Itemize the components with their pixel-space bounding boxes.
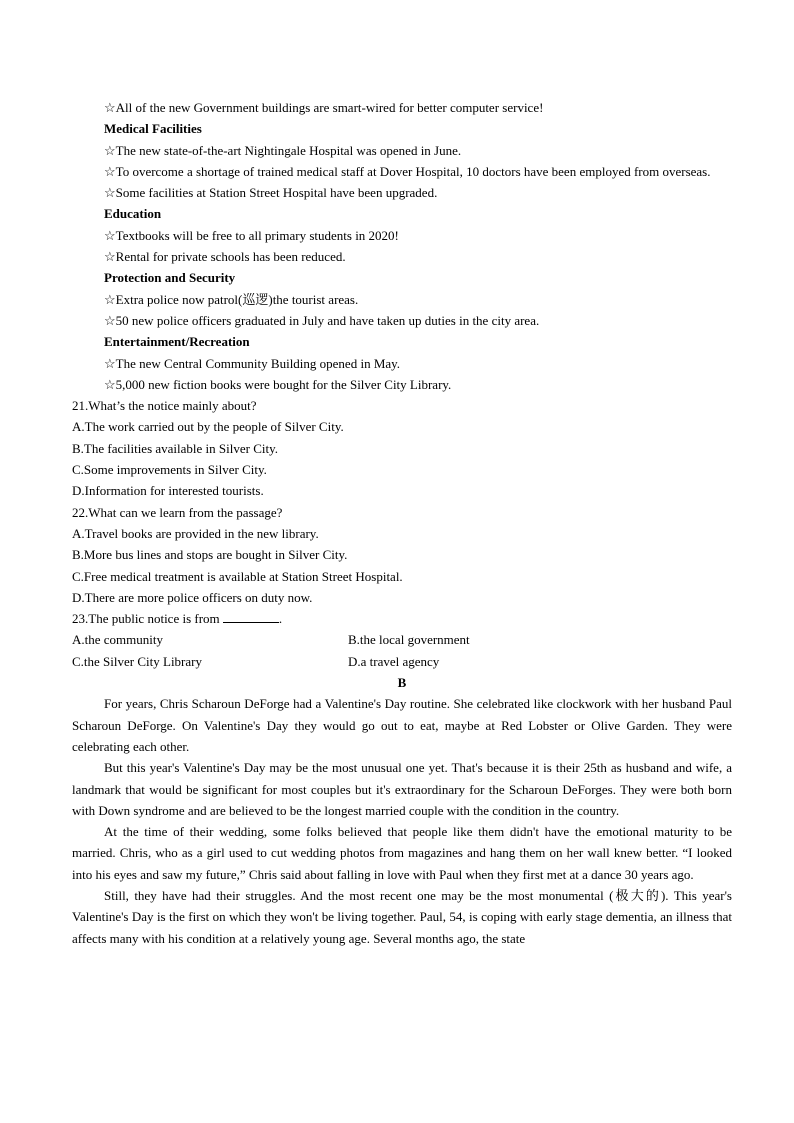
- question-22-option-a: A.Travel books are provided in the new library.: [72, 525, 319, 541]
- question-23-option-c: C.the Silver City Library: [72, 653, 202, 669]
- question-23-options-row-1: [72, 629, 732, 650]
- section-heading-medical: Medical Facilities: [104, 121, 202, 137]
- section-heading-education: Education: [104, 206, 162, 222]
- notice-item: ☆The new Central Community Building opened in May.: [104, 355, 401, 371]
- question-21-option-c: C.Some improvements in Silver City.: [72, 462, 267, 478]
- notice-item: ☆To overcome a shortage of trained medical staff at Dover Hospital, 10 doctors have been employed from overseas.: [104, 163, 711, 179]
- question-22-option-d: D.There are more police officers on duty now.: [72, 589, 313, 605]
- question-23-option-d: D.a travel agency: [348, 653, 440, 669]
- question-23-option-b: B.the local government: [348, 632, 470, 648]
- question-23-stem: [72, 608, 732, 629]
- notice-item: ☆The new state-of-the-art Nightingale Hospital was opened in June.: [104, 142, 462, 158]
- notice-item: ☆All of the new Government buildings are smart-wired for better computer service!: [104, 100, 544, 115]
- question-21-option-a: A.The work carried out by the people of Silver City.: [72, 419, 344, 435]
- question-21-option-b: B.The facilities available in Silver City.: [72, 440, 279, 456]
- question-23-options-row-2: [72, 651, 732, 672]
- question-22-option-b: B.More bus lines and stops are bought in Silver City.: [72, 547, 348, 563]
- notice-item: ☆Textbooks will be free to all primary students in 2020!: [104, 227, 399, 243]
- document-content: [72, 97, 732, 949]
- notice-item: ☆Rental for private schools has been reduced.: [104, 249, 346, 265]
- question-22-option-c: C.Free medical treatment is available at Station Street Hospital.: [72, 568, 403, 584]
- passage-b-paragraph-1: For years, Chris Scharoun DeForge had a Valentine's Day routine. She celebrated like clockwork with her husband Paul Scharoun DeForge. On Valentine's Day they would go out to eat, maybe at Red Lobster or Olive Garden. They were celebrating each other.: [72, 696, 732, 754]
- answer-blank: [223, 610, 279, 623]
- question-22-stem: 22.What can we learn from the passage?: [72, 504, 283, 520]
- notice-item: ☆Extra police now patrol(巡逻)the tourist areas.: [104, 291, 359, 307]
- section-heading-security: Protection and Security: [104, 270, 236, 286]
- passage-b-paragraph-4: Still, they have had their struggles. And the most recent one may be the most monumental (极大的). This year's Valentine's Day is the first on which they won't be living together. Paul, 54, is coping with early stage dementia, an illness that affects many with his condition at a relatively young age. Several months ago, the state: [72, 887, 732, 946]
- notice-item: ☆50 new police officers graduated in July and have taken up duties in the city area.: [104, 312, 540, 328]
- passage-b-paragraph-3: At the time of their wedding, some folks believed that people like them didn't have the emotional maturity to be married. Chris, who as a girl used to cut wedding photos from magazines and hang them on her wall knew better. “I looked into his eyes and saw my future,” Chris said about falling in love with Paul when they first met at a dance 30 years ago.: [72, 824, 732, 882]
- notice-item: ☆Some facilities at Station Street Hospital have been upgraded.: [104, 185, 438, 201]
- question-21-stem: 21.What’s the notice mainly about?: [72, 398, 257, 414]
- passage-b-label: B: [397, 675, 407, 691]
- section-heading-entertainment: Entertainment/Recreation: [104, 334, 250, 350]
- question-21-option-d: D.Information for interested tourists.: [72, 483, 264, 499]
- passage-b-paragraph-2: But this year's Valentine's Day may be the most unusual one yet. That's because it is their 25th as husband and wife, a landmark that would be significant for most couples but it's extraordinary for the Scharoun DeForges. They were both born with Down syndrome and are believed to be the longest married couple with the condition in the country.: [72, 760, 732, 818]
- question-23-stem-text: 23.The public notice is from: [72, 611, 223, 627]
- notice-item: ☆5,000 new fiction books were bought for the Silver City Library.: [104, 376, 452, 392]
- question-23-stem-end: .: [278, 611, 283, 627]
- question-23-option-a: A.the community: [72, 632, 163, 648]
